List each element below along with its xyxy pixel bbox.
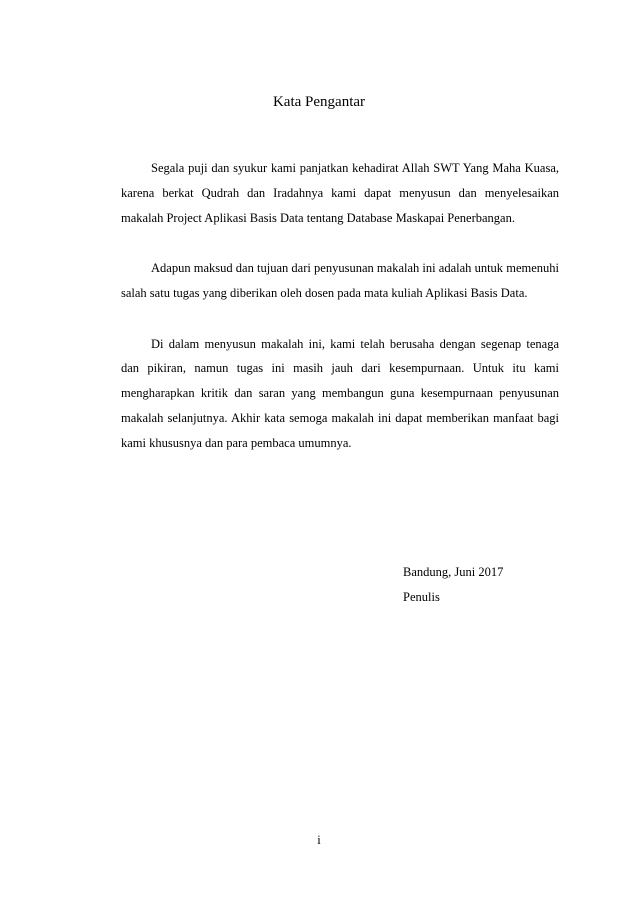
body-text — [121, 156, 559, 482]
page-title: Kata Pengantar — [272, 94, 366, 110]
author-label: Penulis — [403, 590, 440, 604]
paragraph-1: Segala puji dan syukur kami panjatkan kehadirat Allah SWT Yang Maha Kuasa, karena berkat Qudrah dan Iradahnya kami dapat menyusun dan menyelesaikan makalah Project Aplikasi Basis Data tentang Database Maskapai Penerbangan. — [121, 161, 559, 225]
paragraph-2: Adapun maksud dan tujuan dari penyusunan makalah ini adalah untuk memenuhi salah satu tugas yang diberikan oleh dosen pada mata kuliah Aplikasi Basis Data. — [121, 261, 559, 301]
paragraph-3: Di dalam menyusun makalah ini, kami telah berusaha dengan segenap tenaga dan pikiran, namun tugas ini masih jauh dari kesempurnaan. Untuk itu kami mengharapkan kritik dan saran yang membangun guna kesempurnaan penyusunan makalah selanjutnya. Akhir kata semoga makalah ini dapat memberikan manfaat bagi kami khususnya dan para pembaca umumnya. — [121, 336, 559, 451]
signature-block — [403, 560, 503, 610]
place-date: Bandung, Juni 2017 — [403, 565, 504, 579]
page-number: i — [317, 833, 321, 847]
